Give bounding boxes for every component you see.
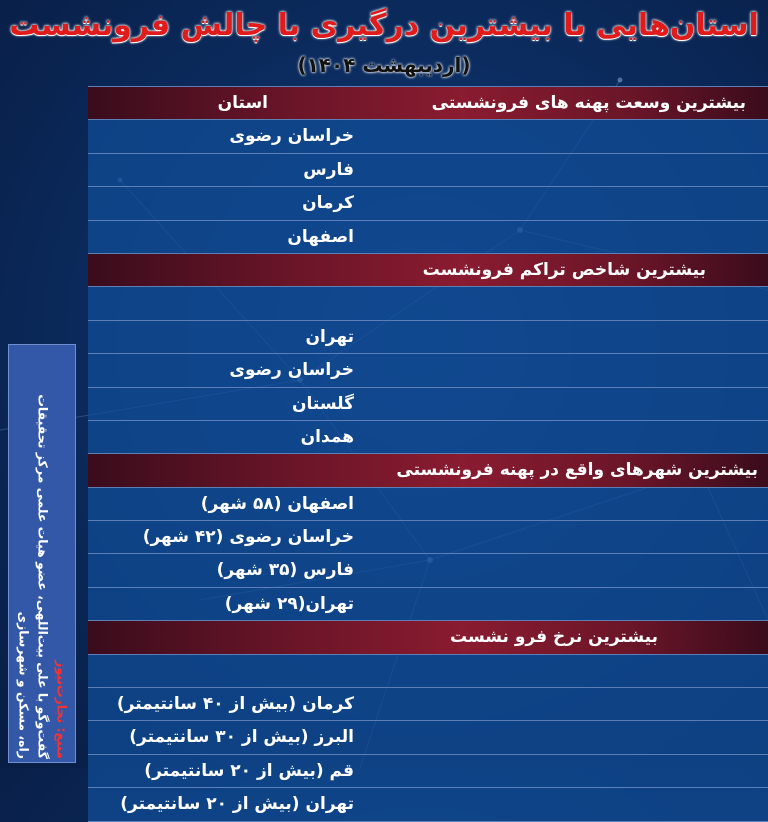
section-header-rate — [88, 621, 768, 654]
table-row — [88, 788, 768, 821]
province-name: کرمان (بیش از ۴۰ سانتیمتر) — [116, 694, 354, 715]
province-name: اصفهان (۵۸ شهر) — [200, 493, 354, 514]
province-name: گلستان — [292, 393, 354, 414]
table-row — [88, 554, 768, 587]
province-name: تهران (بیش از ۲۰ سانتیمتر) — [120, 794, 354, 815]
section-title: بیشترین وسعت پهنه های فرونشستی — [431, 93, 746, 113]
page-subtitle: (اردیبهشت ۱۴۰۴) — [297, 53, 471, 77]
table-row — [88, 588, 768, 621]
province-name: تهران — [305, 326, 354, 347]
table-row — [88, 221, 768, 254]
province-name: کرمان — [302, 193, 354, 214]
section-header-area — [88, 87, 768, 120]
table-row — [88, 154, 768, 187]
province-name: خراسان رضوی (۴۲ شهر) — [142, 527, 354, 548]
table-row — [88, 388, 768, 421]
source-line: راه، مسکن و شهرسازی — [16, 611, 32, 759]
section-title: بیشترین نرخ فرو نشست — [449, 627, 658, 648]
page-title: استان‌هایی با بیشترین درگیری با چالش فرونشست — [9, 8, 759, 43]
table-row — [88, 721, 768, 754]
province-name: قم (بیش از ۲۰ سانتیمتر) — [144, 760, 354, 781]
province-name: تهران(۲۹ شهر) — [224, 593, 354, 614]
province-name: فارس (۳۵ شهر) — [216, 560, 354, 581]
source-label: منبع: تجارت‌نیوز — [54, 660, 70, 759]
source-line: گفت‌وگو با علی بیت‌اللهی، عضو هیات علمی مرکز تحقیقات — [35, 394, 51, 759]
province-name: خراسان رضوی — [229, 126, 354, 147]
table-row — [88, 321, 768, 354]
section-header-density — [88, 254, 768, 287]
table-row — [88, 187, 768, 220]
table-row — [88, 688, 768, 721]
table-row — [88, 755, 768, 788]
table-row — [88, 287, 768, 320]
table-row — [88, 354, 768, 387]
province-name: خراسان رضوی — [229, 360, 354, 381]
table-row — [88, 521, 768, 554]
subsidence-table — [88, 86, 768, 815]
province-name: البرز (بیش از ۳۰ سانتیمتر) — [129, 727, 354, 748]
section-header-cities — [88, 454, 768, 487]
section-title: بیشترین شهرهای واقع در پهنه فرونشستی — [396, 460, 758, 481]
source-text — [15, 349, 72, 759]
table-row — [88, 421, 768, 454]
province-name: اصفهان — [287, 226, 354, 247]
province-name: فارس — [303, 159, 354, 180]
province-name: همدان — [300, 426, 354, 447]
section-title: بیشترین شاخص تراکم فرونشست — [422, 259, 706, 280]
table-row — [88, 488, 768, 521]
column-label-province: استان — [217, 93, 268, 113]
table-row — [88, 655, 768, 688]
table-row — [88, 120, 768, 153]
source-box — [8, 344, 76, 763]
